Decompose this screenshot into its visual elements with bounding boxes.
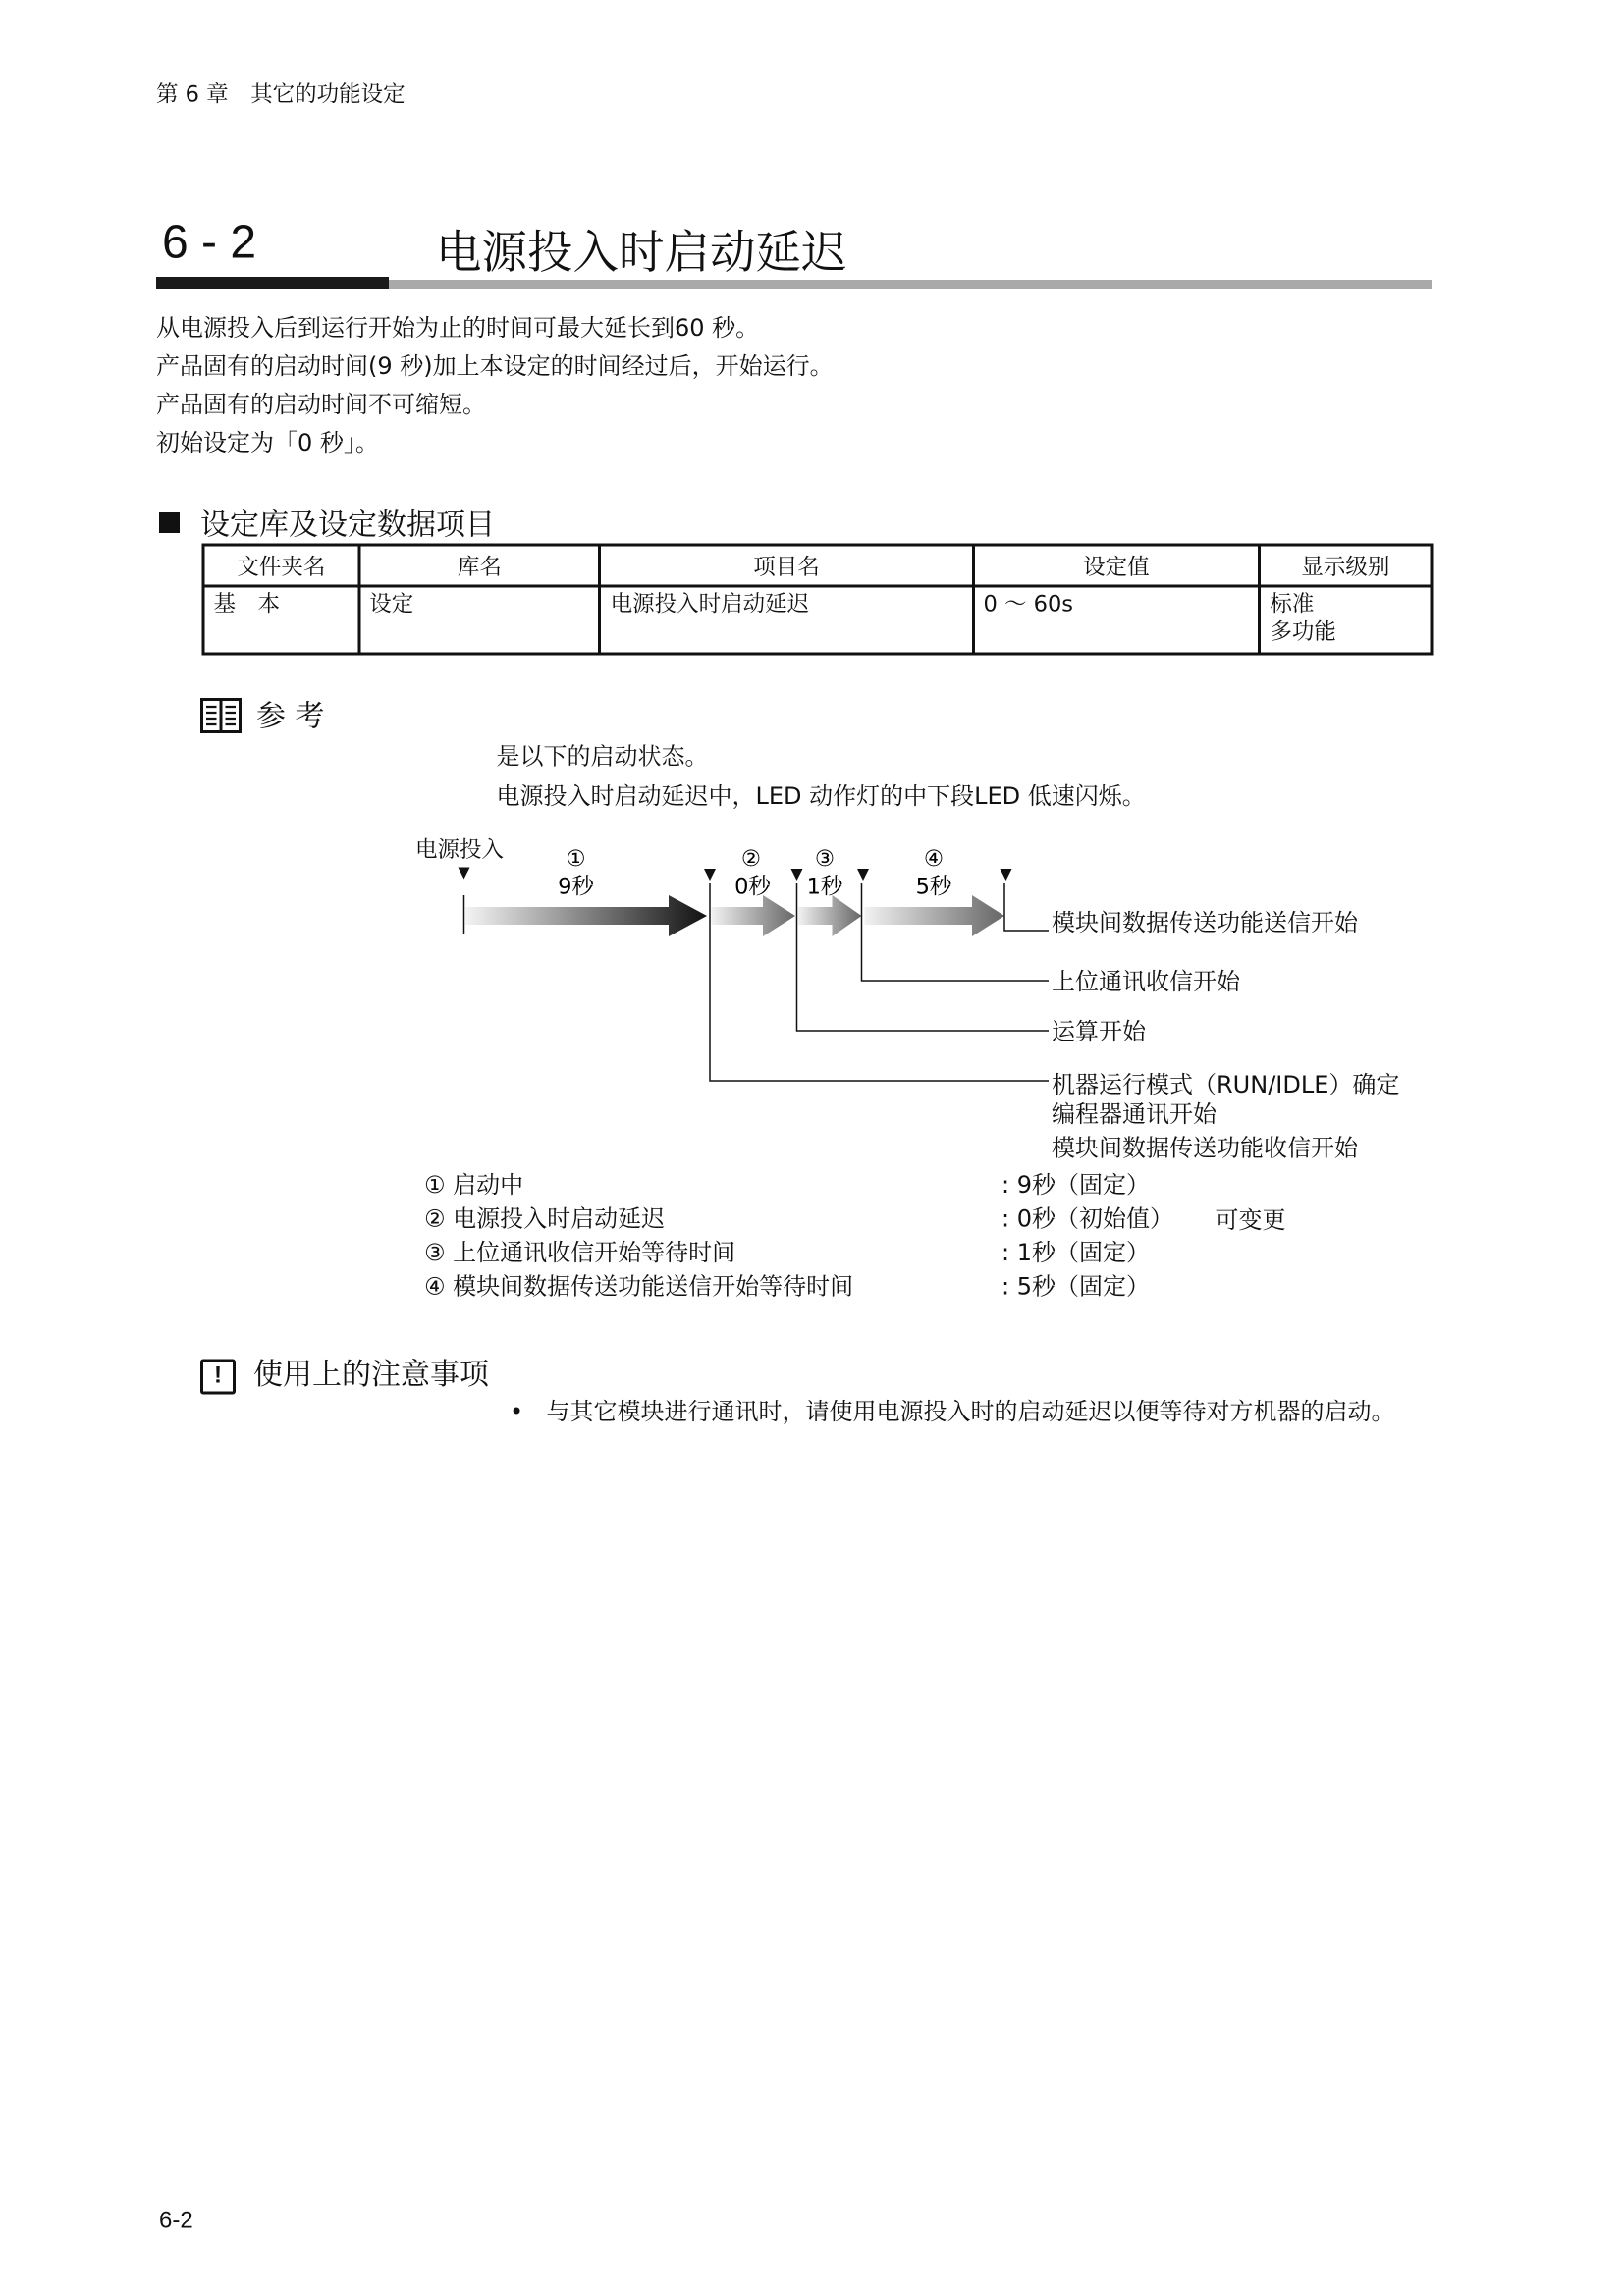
event-mode-fixed: 机器运行模式（RUN/IDLE）确定 bbox=[1052, 1071, 1400, 1098]
intro-line: 初始设定为「0 秒」。 bbox=[156, 428, 379, 456]
phase-4-arrow bbox=[865, 895, 1005, 936]
marker-3 bbox=[791, 869, 803, 881]
cell-level bbox=[1260, 586, 1432, 654]
changeable-note: 可变更 bbox=[1215, 1205, 1286, 1234]
list-item: ① 启动中 bbox=[424, 1170, 524, 1199]
event-calc-start: 运算开始 bbox=[1052, 1018, 1146, 1045]
col-header-library: 库名 bbox=[359, 545, 600, 586]
exclamation-icon: ! bbox=[200, 1360, 236, 1395]
list-item: ③ 上位通讯收信开始等待时间 bbox=[424, 1238, 736, 1266]
title-rule-dark bbox=[156, 277, 389, 289]
event-host-recv: 上位通讯收信开始 bbox=[1052, 968, 1240, 995]
phase-1-arrow bbox=[465, 895, 707, 936]
level-multifunction: 多功能 bbox=[1270, 618, 1336, 645]
marker-4 bbox=[857, 869, 869, 881]
reference-heading bbox=[200, 692, 325, 741]
power-on-marker bbox=[459, 868, 470, 880]
cell-folder: 基 本 bbox=[203, 586, 359, 654]
event-module-recv: 模块间数据传送功能收信开始 bbox=[1052, 1134, 1358, 1162]
phase-2-duration: 0秒 bbox=[734, 874, 771, 900]
chapter-header: 第 6 章 其它的功能设定 bbox=[156, 80, 406, 108]
reference-heading-text: 参 考 bbox=[256, 698, 325, 733]
phase-3-arrow bbox=[798, 895, 862, 936]
bullet-dot: • bbox=[510, 1397, 524, 1425]
cell-item: 电源投入时启动延迟 bbox=[600, 586, 973, 654]
level-standard: 标准 bbox=[1270, 590, 1315, 617]
phase-4-num: ④ bbox=[923, 846, 945, 872]
power-on-label: 电源投入 bbox=[415, 837, 505, 863]
col-header-level: 显示级别 bbox=[1260, 545, 1432, 586]
list-item-value: : 0秒（初始值） bbox=[1001, 1204, 1174, 1233]
reference-text bbox=[497, 736, 1146, 816]
phase-3-duration: 1秒 bbox=[806, 874, 843, 900]
phase-1-num: ① bbox=[566, 846, 586, 872]
table-row bbox=[203, 586, 1432, 654]
event-programmer: 编程器通讯开始 bbox=[1052, 1100, 1217, 1128]
page-number: 6-2 bbox=[159, 2209, 193, 2234]
settings-heading bbox=[159, 501, 495, 544]
list-item: ② 电源投入时启动延迟 bbox=[424, 1204, 666, 1233]
event-module-send: 模块间数据传送功能送信开始 bbox=[1052, 909, 1358, 936]
reference-line: 电源投入时启动延迟中，LED 动作灯的中下段LED 低速闪烁。 bbox=[496, 781, 1146, 810]
square-bullet-icon bbox=[159, 512, 180, 533]
list-item-value: : 1秒（固定） bbox=[1001, 1238, 1151, 1266]
caution-text: 与其它模块进行通讯时，请使用电源投入时的启动延迟以便等待对方机器的启动。 bbox=[546, 1397, 1395, 1425]
phase-1-duration: 9秒 bbox=[558, 874, 594, 900]
list-item: ④ 模块间数据传送功能送信开始等待时间 bbox=[424, 1272, 854, 1301]
section-number: 6 - 2 bbox=[162, 215, 257, 268]
col-header-folder: 文件夹名 bbox=[203, 545, 359, 586]
settings-heading-text: 设定库及设定数据项目 bbox=[200, 507, 495, 542]
table-header-row bbox=[203, 545, 1432, 586]
phase-3-num: ③ bbox=[814, 846, 836, 872]
col-header-item: 项目名 bbox=[600, 545, 973, 586]
startup-timing-diagram bbox=[383, 825, 1443, 1166]
settings-table bbox=[202, 544, 1434, 656]
marker-5 bbox=[1001, 869, 1012, 881]
intro-paragraph bbox=[156, 309, 834, 462]
list-item-value: : 5秒（固定） bbox=[1001, 1272, 1151, 1301]
intro-line: 从电源投入后到运行开始为止的时间可最大延长到60 秒。 bbox=[156, 313, 760, 342]
intro-line: 产品固有的启动时间不可缩短。 bbox=[156, 390, 487, 418]
connector-host-recv bbox=[862, 883, 1050, 981]
marker-2 bbox=[704, 869, 716, 881]
section-title: 电源投入时启动延迟 bbox=[436, 227, 847, 280]
connector-module-send bbox=[1004, 883, 1049, 931]
title-rule-grey bbox=[389, 280, 1432, 289]
phase-2-num: ② bbox=[740, 846, 762, 872]
phase-values bbox=[1001, 1168, 1173, 1304]
list-item-value: : 9秒（固定） bbox=[1001, 1170, 1151, 1199]
phase-4-duration: 5秒 bbox=[915, 874, 952, 900]
reference-line: 是以下的启动状态。 bbox=[496, 742, 709, 771]
cell-library: 设定 bbox=[359, 586, 600, 654]
caution-heading-text: 使用上的注意事项 bbox=[253, 1356, 489, 1392]
intro-line: 产品固有的启动时间(9 秒)加上本设定的时间经过后，开始运行。 bbox=[156, 351, 834, 380]
book-icon bbox=[200, 698, 242, 741]
caution-heading bbox=[200, 1351, 489, 1395]
phase-list bbox=[424, 1168, 853, 1304]
cell-value: 0 ～ 60s bbox=[973, 586, 1260, 654]
col-header-value: 设定值 bbox=[973, 545, 1260, 586]
phase-2-arrow bbox=[712, 895, 796, 936]
